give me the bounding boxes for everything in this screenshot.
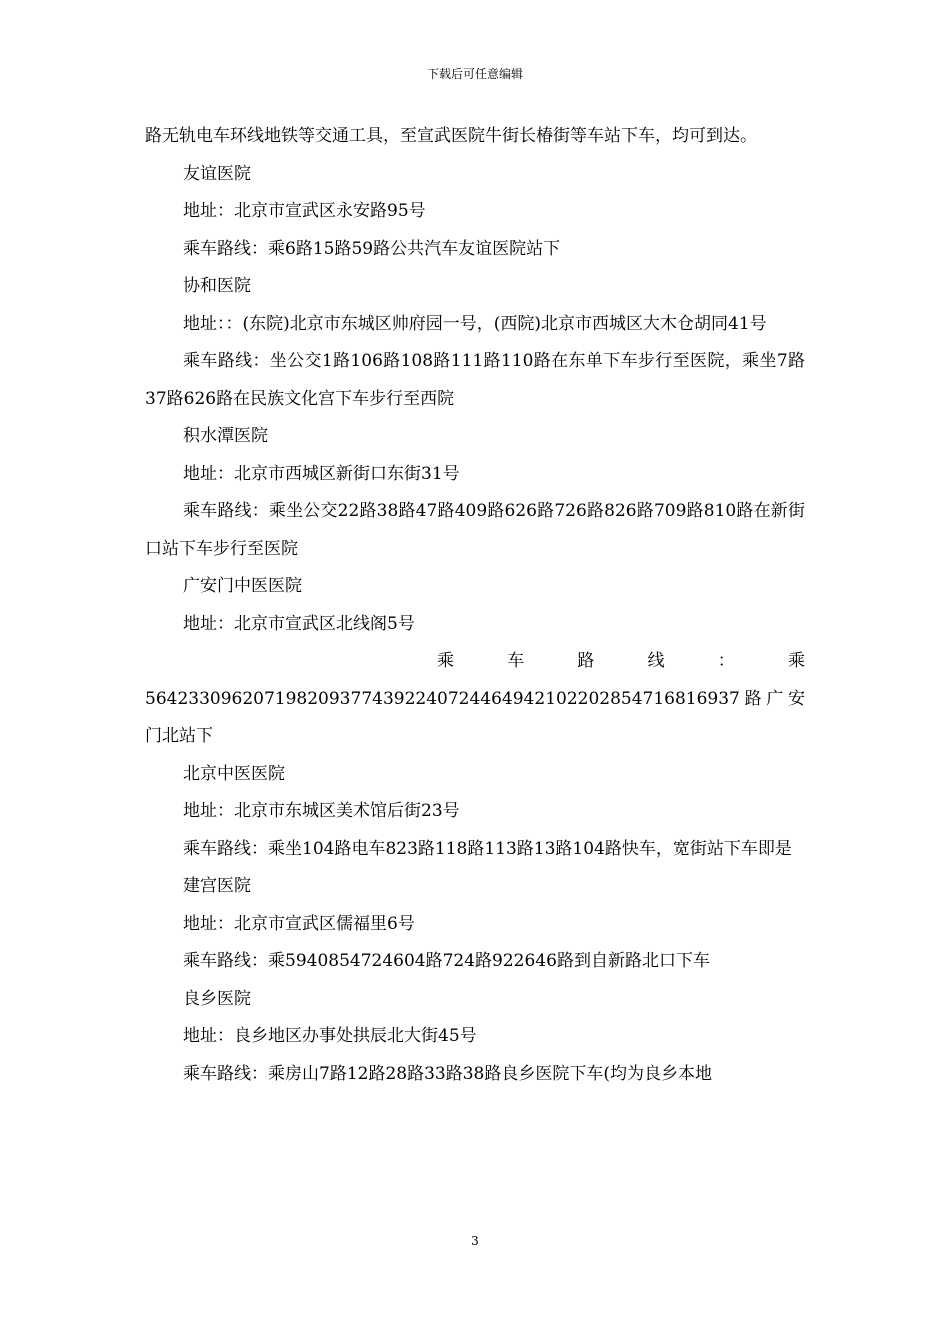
hospital-name: 良乡医院	[183, 988, 251, 1009]
hospital-name: 协和医院	[183, 276, 251, 296]
hospital-name: 积水潭医院	[183, 426, 268, 446]
hospital-route: 乘车路线：乘5940854724604路724路922646路到自新路北口下车	[183, 951, 710, 971]
document-body	[145, 118, 805, 1093]
route-lead: 乘 车 路 线 ： 乘	[437, 651, 805, 671]
route-lead-spread	[145, 643, 805, 681]
page-header: 下载后可任意编辑	[426, 67, 523, 81]
hospital-route: 乘车路线：乘坐公交22路38路47路409路626路726路826路709路810路在新街口站下车步行至医院	[145, 501, 805, 559]
hospital-address: 地址：北京市西城区新街口东街31号	[183, 463, 460, 484]
hospital-address: 地址：：(东院)北京市东城区帅府园一号，(西院)北京市西城区大木仓胡同41号	[183, 313, 767, 334]
hospital-address: 地址：良乡地区办事处拱辰北大街45号	[183, 1026, 477, 1046]
intro-paragraph: 路无轨电车环线地铁等交通工具，至宣武医院牛街长椿街等车站下车，均可到达。	[145, 126, 757, 146]
hospital-name: 友谊医院	[183, 163, 251, 184]
page-number: 3	[471, 1234, 479, 1248]
hospital-address: 地址：北京市宣武区儒福里6号	[183, 913, 415, 934]
hospital-name: 广安门中医医院	[183, 576, 302, 596]
hospital-route: 乘车路线：乘坐104路电车823路118路113路13路104路快车，宽街站下车即是	[183, 838, 792, 859]
hospital-route	[145, 643, 805, 756]
hospital-address: 地址：北京市宣武区北线阁5号	[183, 613, 415, 634]
hospital-name: 北京中医医院	[183, 763, 285, 784]
hospital-route: 乘车路线：乘房山7路12路28路33路38路良乡医院下车(均为良乡本地	[183, 1063, 712, 1084]
hospital-route: 乘车路线：坐公交1路106路108路111路110路在东单下车步行至医院，乘坐7路37路626路在民族文化宫下车步行至西院	[145, 351, 805, 409]
route-rest: 56423309620719820937743922407244649421022028547168169​37路广安门北站下	[145, 688, 805, 746]
hospital-address: 地址：北京市东城区美术馆后街23号	[183, 801, 460, 821]
hospital-route: 乘车路线：乘6路15路59路公共汽车友谊医院站下	[183, 238, 561, 259]
hospital-address: 地址：北京市宣武区永安路95号	[183, 201, 426, 221]
hospital-name: 建宫医院	[183, 876, 251, 896]
